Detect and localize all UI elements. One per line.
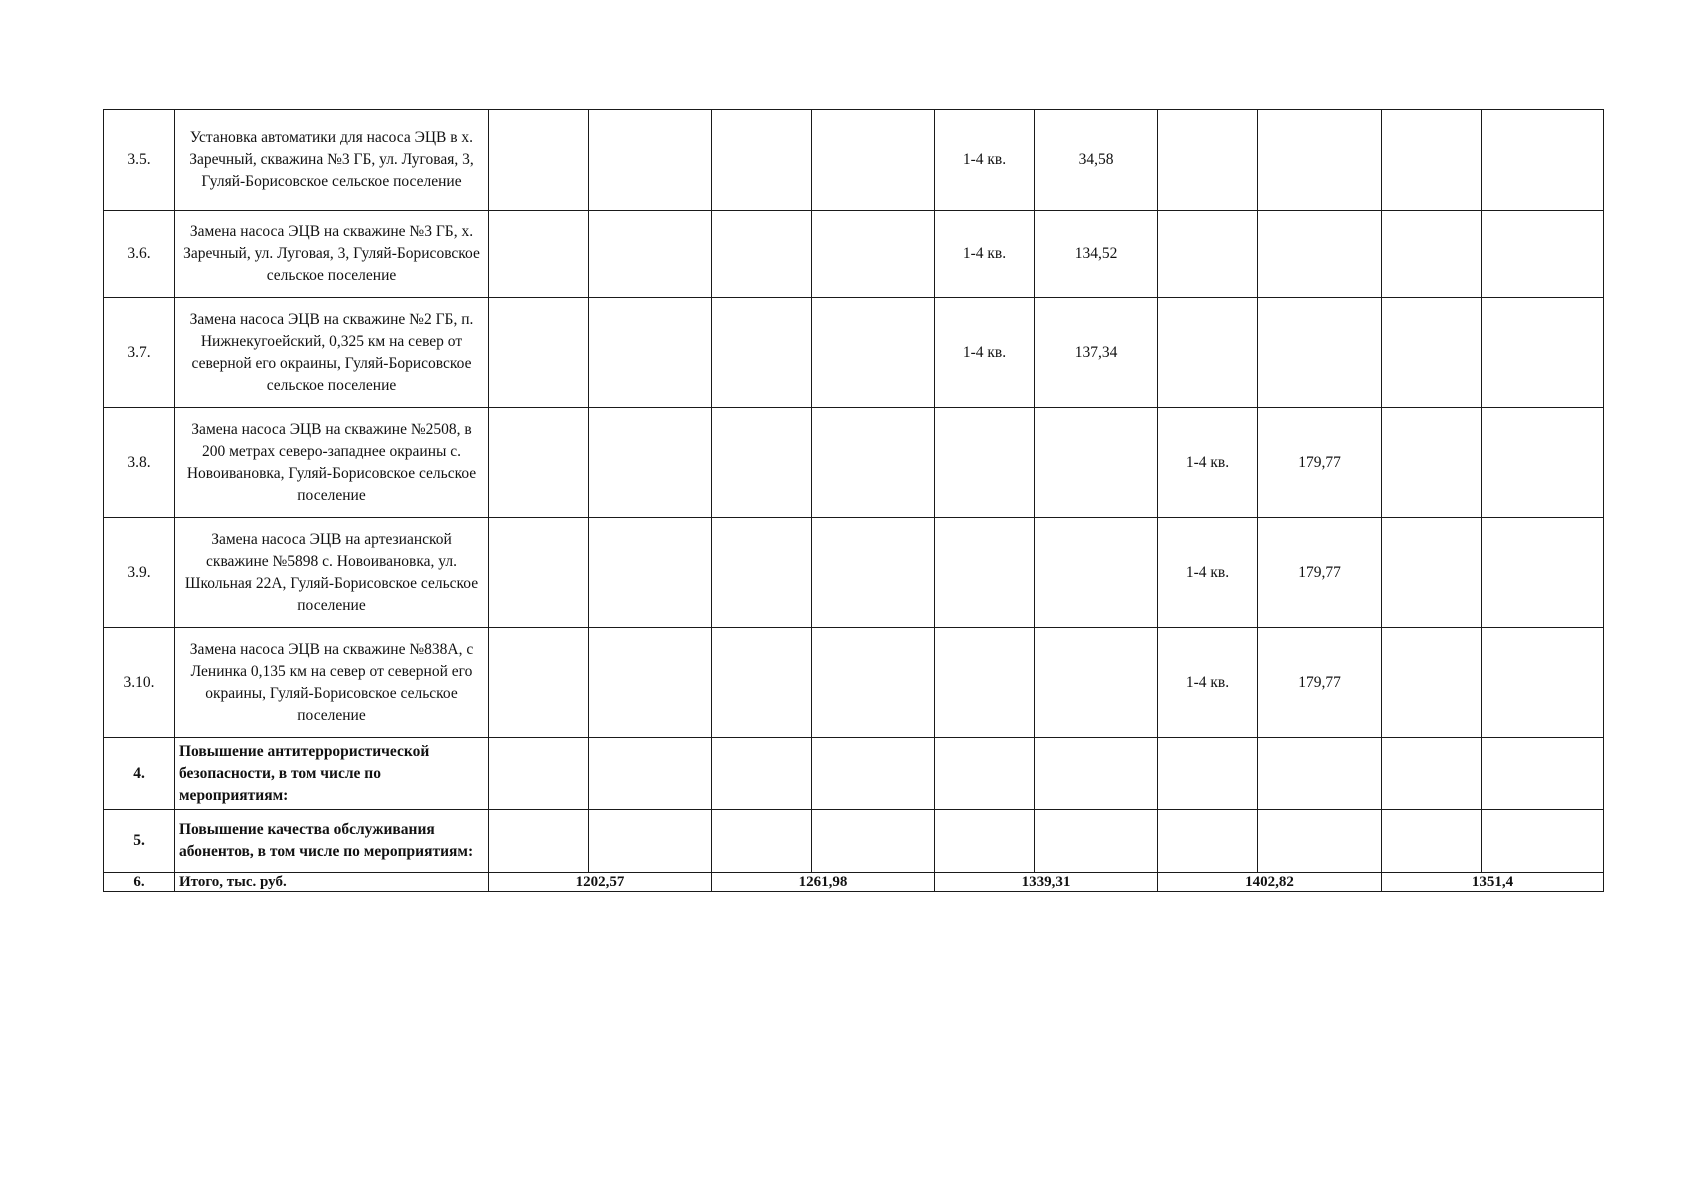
table-row bbox=[104, 518, 1604, 628]
cost-2022 bbox=[589, 298, 712, 408]
cost-2023 bbox=[812, 211, 935, 298]
table-row bbox=[104, 628, 1604, 738]
empty-cell bbox=[589, 810, 712, 873]
table-row bbox=[104, 298, 1604, 408]
row-number: 3.5. bbox=[104, 110, 175, 211]
empty-cell bbox=[935, 738, 1035, 810]
row-number: 3.8. bbox=[104, 408, 175, 518]
cost-2023 bbox=[812, 518, 935, 628]
empty-cell bbox=[1482, 738, 1604, 810]
empty-cell bbox=[1035, 738, 1158, 810]
total-2022: 1202,57 bbox=[489, 873, 712, 892]
quarter-2023 bbox=[712, 211, 812, 298]
cost-2025: 179,77 bbox=[1258, 518, 1382, 628]
section-row bbox=[104, 738, 1604, 810]
cost-2025: 179,77 bbox=[1258, 628, 1382, 738]
cost-2023 bbox=[812, 298, 935, 408]
empty-cell bbox=[712, 810, 812, 873]
cost-2025: 179,77 bbox=[1258, 408, 1382, 518]
empty-cell bbox=[935, 810, 1035, 873]
quarter-2023 bbox=[712, 298, 812, 408]
empty-cell bbox=[812, 738, 935, 810]
empty-cell bbox=[589, 738, 712, 810]
quarter-2025 bbox=[1158, 211, 1258, 298]
row-number: 3.6. bbox=[104, 211, 175, 298]
row-number: 3.7. bbox=[104, 298, 175, 408]
quarter-2023 bbox=[712, 628, 812, 738]
cost-2022 bbox=[589, 518, 712, 628]
section-row bbox=[104, 810, 1604, 873]
empty-cell bbox=[1382, 810, 1482, 873]
cost-2022 bbox=[589, 628, 712, 738]
quarter-2022 bbox=[489, 408, 589, 518]
quarter-2026 bbox=[1382, 211, 1482, 298]
measure-name: Замена насоса ЭЦВ на скважине №838А, с Ленинка 0,135 км на север от северной его окраины, Гуляй-Борисовское сельское поселение bbox=[175, 628, 489, 738]
measure-name: Замена насоса ЭЦВ на скважине №2508, в 200 метрах северо-западнее окраины с. Новоивановка, Гуляй-Борисовское сельское поселение bbox=[175, 408, 489, 518]
quarter-2023 bbox=[712, 518, 812, 628]
cost-2025 bbox=[1258, 298, 1382, 408]
cost-2022 bbox=[589, 408, 712, 518]
quarter-2026 bbox=[1382, 298, 1482, 408]
quarter-2024: 1-4 кв. bbox=[935, 110, 1035, 211]
investment-plan-table bbox=[103, 109, 1604, 892]
total-2026: 1351,4 bbox=[1382, 873, 1604, 892]
table-row bbox=[104, 110, 1604, 211]
measure-name: Замена насоса ЭЦВ на артезианской скважине №5898 с. Новоивановка, ул. Школьная 22А, Гуляй-Борисовское сельское поселение bbox=[175, 518, 489, 628]
quarter-2023 bbox=[712, 110, 812, 211]
quarter-2025 bbox=[1158, 298, 1258, 408]
cost-2024 bbox=[1035, 628, 1158, 738]
quarter-2023 bbox=[712, 408, 812, 518]
cost-2023 bbox=[812, 628, 935, 738]
section-title: Повышение качества обслуживания абонентов, в том числе по мероприятиям: bbox=[175, 810, 489, 873]
total-2024: 1339,31 bbox=[935, 873, 1158, 892]
empty-cell bbox=[1382, 738, 1482, 810]
cost-2024 bbox=[1035, 518, 1158, 628]
quarter-2026 bbox=[1382, 518, 1482, 628]
empty-cell bbox=[1258, 810, 1382, 873]
empty-cell bbox=[489, 810, 589, 873]
measure-name: Замена насоса ЭЦВ на скважине №2 ГБ, п. Нижнекугоейский, 0,325 км на север от северной его окраины, Гуляй-Борисовское сельское поселение bbox=[175, 298, 489, 408]
cost-2022 bbox=[589, 110, 712, 211]
empty-cell bbox=[1158, 738, 1258, 810]
cost-2024: 34,58 bbox=[1035, 110, 1158, 211]
quarter-2025: 1-4 кв. bbox=[1158, 628, 1258, 738]
cost-2024 bbox=[1035, 408, 1158, 518]
quarter-2026 bbox=[1382, 408, 1482, 518]
empty-cell bbox=[1482, 810, 1604, 873]
quarter-2024: 1-4 кв. bbox=[935, 211, 1035, 298]
cost-2023 bbox=[812, 110, 935, 211]
total-row bbox=[104, 873, 1604, 892]
empty-cell bbox=[1035, 810, 1158, 873]
cost-2026 bbox=[1482, 110, 1604, 211]
cost-2024: 137,34 bbox=[1035, 298, 1158, 408]
cost-2026 bbox=[1482, 518, 1604, 628]
cost-2026 bbox=[1482, 211, 1604, 298]
cost-2022 bbox=[589, 211, 712, 298]
quarter-2024 bbox=[935, 408, 1035, 518]
row-number: 3.10. bbox=[104, 628, 175, 738]
total-label: Итого, тыс. руб. bbox=[175, 873, 489, 892]
empty-cell bbox=[489, 738, 589, 810]
measure-name: Замена насоса ЭЦВ на скважине №3 ГБ, х. Заречный, ул. Луговая, 3, Гуляй-Борисовское сельское поселение bbox=[175, 211, 489, 298]
quarter-2025: 1-4 кв. bbox=[1158, 408, 1258, 518]
empty-cell bbox=[1258, 738, 1382, 810]
cost-2024: 134,52 bbox=[1035, 211, 1158, 298]
quarter-2022 bbox=[489, 110, 589, 211]
quarter-2026 bbox=[1382, 110, 1482, 211]
quarter-2024 bbox=[935, 628, 1035, 738]
section-title: Повышение антитеррористической безопасности, в том числе по мероприятиям: bbox=[175, 738, 489, 810]
table-row bbox=[104, 211, 1604, 298]
quarter-2025: 1-4 кв. bbox=[1158, 518, 1258, 628]
quarter-2024 bbox=[935, 518, 1035, 628]
quarter-2022 bbox=[489, 518, 589, 628]
empty-cell bbox=[812, 810, 935, 873]
section-number: 4. bbox=[104, 738, 175, 810]
cost-2023 bbox=[812, 408, 935, 518]
quarter-2024: 1-4 кв. bbox=[935, 298, 1035, 408]
empty-cell bbox=[1158, 810, 1258, 873]
section-number: 5. bbox=[104, 810, 175, 873]
cost-2026 bbox=[1482, 408, 1604, 518]
row-number: 3.9. bbox=[104, 518, 175, 628]
quarter-2022 bbox=[489, 211, 589, 298]
quarter-2025 bbox=[1158, 110, 1258, 211]
empty-cell bbox=[712, 738, 812, 810]
cost-2026 bbox=[1482, 628, 1604, 738]
total-number: 6. bbox=[104, 873, 175, 892]
quarter-2026 bbox=[1382, 628, 1482, 738]
cost-2025 bbox=[1258, 110, 1382, 211]
table-row bbox=[104, 408, 1604, 518]
total-2025: 1402,82 bbox=[1158, 873, 1382, 892]
quarter-2022 bbox=[489, 298, 589, 408]
quarter-2022 bbox=[489, 628, 589, 738]
cost-2026 bbox=[1482, 298, 1604, 408]
cost-2025 bbox=[1258, 211, 1382, 298]
measure-name: Установка автоматики для насоса ЭЦВ в х. Заречный, скважина №3 ГБ, ул. Луговая, 3, Гуляй-Борисовское сельское поселение bbox=[175, 110, 489, 211]
total-2023: 1261,98 bbox=[712, 873, 935, 892]
